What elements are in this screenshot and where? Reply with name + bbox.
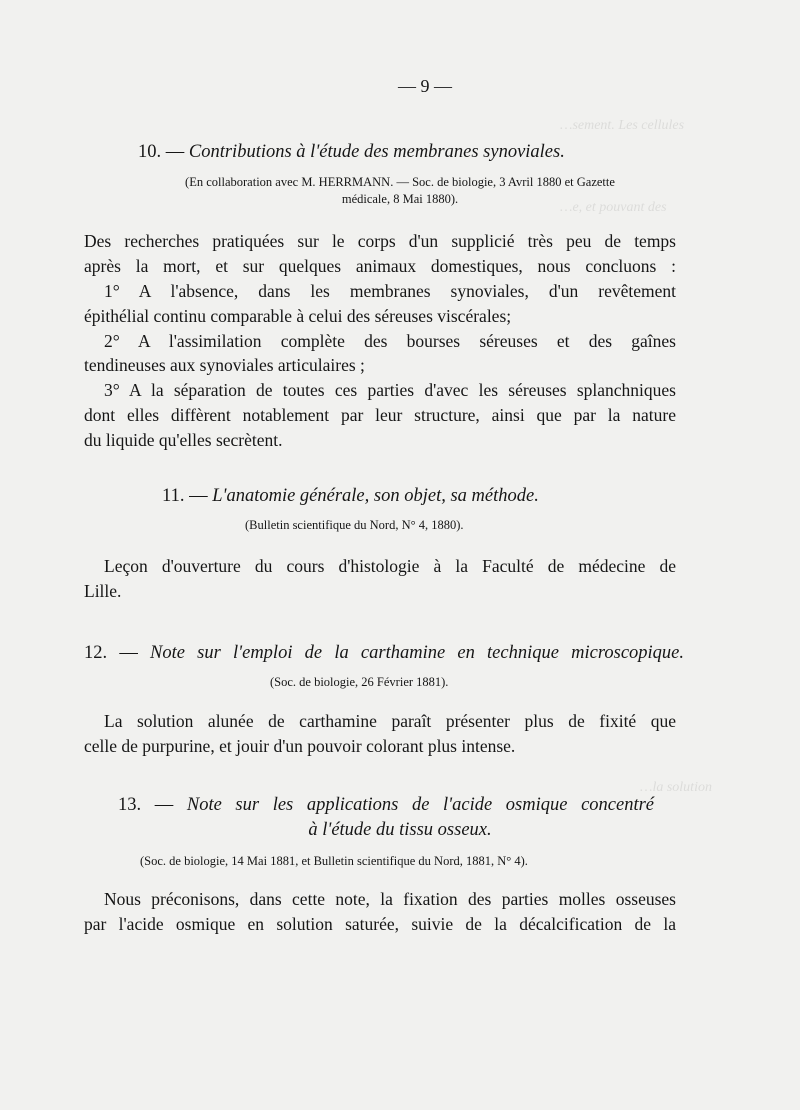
entry-title: Note sur l'emploi de la carthamine en technique microscopique. bbox=[150, 643, 685, 663]
entry-number: 11. bbox=[162, 486, 185, 506]
entry-12-body-line: celle de purpurine, et jouir d'un pouvoir colorant plus intense. bbox=[84, 736, 516, 756]
entry-13-heading bbox=[118, 792, 654, 818]
entry-10-heading bbox=[138, 139, 698, 165]
entry-10-body-line: 3° A la séparation de toutes ces parties d'avec les séreuses splanchniques bbox=[104, 380, 676, 400]
bleed-through-text: …sement. Les cellules bbox=[560, 118, 685, 133]
entry-13-heading-cont bbox=[110, 817, 690, 843]
entry-number: 12. bbox=[84, 643, 108, 663]
entry-11-heading bbox=[162, 483, 682, 509]
entry-dash: — bbox=[154, 795, 174, 815]
page-number: — 9 — bbox=[398, 76, 452, 96]
entry-10-body-line: tendineuses aux synoviales articulaires ; bbox=[84, 355, 365, 375]
entry-13-body-line: par l'acide osmique en solution saturée, suivie de la décalcification de la bbox=[84, 914, 676, 934]
entry-title: Contributions à l'étude des membranes synoviales. bbox=[188, 142, 565, 162]
entry-dash: — bbox=[119, 643, 138, 663]
entry-10-reference: (En collaboration avec M. HERRMANN. — Soc. de biologie, 3 Avril 1880 et Gazette bbox=[185, 175, 615, 189]
entry-title-cont: à l'étude du tissu osseux. bbox=[308, 820, 492, 840]
entry-12-heading bbox=[84, 640, 684, 666]
entry-10-body-line: épithélial continu comparable à celui des séreuses viscérales; bbox=[84, 306, 512, 326]
entry-11-body-line: Leçon d'ouverture du cours d'histologie à la Faculté de médecine de bbox=[104, 556, 676, 576]
entry-10-body-line: 2° A l'assimilation complète des bourses séreuses et des gaînes bbox=[104, 331, 676, 351]
entry-10-reference-cont: médicale, 8 Mai 1880). bbox=[341, 192, 459, 206]
entry-number: 13. bbox=[118, 795, 142, 815]
entry-10-body-line: du liquide qu'elles secrètent. bbox=[84, 430, 283, 450]
entry-10-body-line: dont elles diffèrent notablement par leur structure, ainsi que par la nature bbox=[84, 405, 676, 425]
entry-13-reference: (Soc. de biologie, 14 Mai 1881, et Bulletin scientifique du Nord, 1881, N° 4). bbox=[140, 854, 528, 868]
entry-13-body-line: Nous préconisons, dans cette note, la fixation des parties molles osseuses bbox=[104, 889, 676, 909]
entry-10-body-line: après la mort, et sur quelques animaux domestiques, nous concluons : bbox=[84, 256, 676, 276]
entry-11-reference: (Bulletin scientifique du Nord, N° 4, 1880). bbox=[245, 518, 464, 532]
entry-11-body-line: Lille. bbox=[84, 581, 122, 601]
bleed-through-text: …e, et pouvant des bbox=[560, 200, 667, 215]
bleed-through-text: …la solution bbox=[640, 780, 712, 795]
entry-12-body-line: La solution alunée de carthamine paraît présenter plus de fixité que bbox=[104, 711, 676, 731]
entry-title: Note sur les applications de l'acide osmique concentré bbox=[186, 795, 655, 815]
entry-10-body-line: 1° A l'absence, dans les membranes synoviales, d'un revêtement bbox=[104, 281, 676, 301]
entry-dash: — bbox=[189, 486, 208, 506]
entry-title: L'anatomie générale, son objet, sa méthode. bbox=[212, 486, 539, 506]
entry-10-body-line: Des recherches pratiquées sur le corps d'un supplicié très peu de temps bbox=[84, 231, 676, 251]
entry-dash: — bbox=[165, 142, 185, 162]
entry-12-reference: (Soc. de biologie, 26 Février 1881). bbox=[270, 675, 449, 689]
entry-number: 10. bbox=[138, 142, 162, 162]
